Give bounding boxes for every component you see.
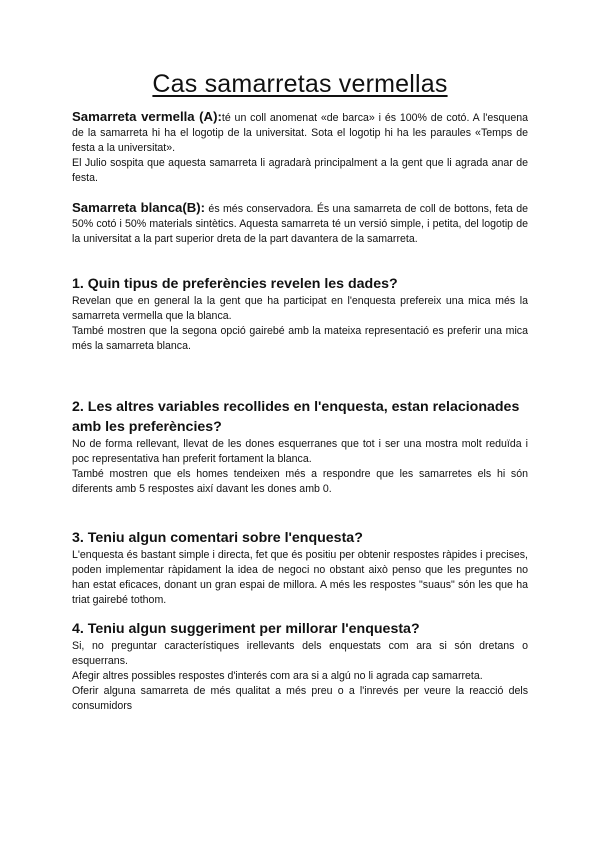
question-3-section: [72, 529, 528, 608]
question-1-answer-2: També mostren que la segona opció gairebé amb la mateixa representació es preferir una mica més la samarreta blanca.: [72, 325, 528, 352]
question-1-section: [72, 275, 528, 354]
document-page: [72, 70, 528, 714]
question-4-answer-1: Si, no preguntar característiques irellevants dels enquestats com ara si són dretans o esquerrans.: [72, 640, 528, 667]
question-4-answer-3: Oferir alguna samarreta de més qualitat a més preu o a l'inrevés per veure la reacció dels consumidors: [72, 685, 528, 712]
question-2-section: [72, 397, 528, 497]
shirt-a-description: [72, 109, 528, 156]
shirt-b-description: [72, 200, 528, 247]
shirt-a-lead: Samarreta vermella (A):: [72, 109, 222, 124]
question-3-heading: 3. Teniu algun comentari sobre l'enquesta?: [72, 530, 363, 546]
shirt-a-text: té un coll anomenat «de barca» i és 100% de cotó. A l'esquena de la samarreta hi ha el logotip de la universitat. Sota el logotip hi ha les paraules «Temps de festa a la universitat».: [72, 112, 528, 154]
shirt-b-text: és més conservadora. És una samarreta de coll de bottons, feta de 50% cotó i 50% materials sintètics. Aquesta samarreta té un versió simple, i petita, del logotip de la universitat a la part superior dreta de la part davantera de la samarreta.: [72, 203, 528, 245]
shirt-a-note: El Julio sospita que aquesta samarreta li agradarà principalment a la gent que li agrada anar de festa.: [72, 157, 528, 184]
question-2-heading: 2. Les altres variables recollides en l'enquesta, estan relacionades amb les preferències?: [72, 399, 520, 435]
shirt-b-lead: Samarreta blanca(B):: [72, 200, 206, 215]
question-2-answer-1: No de forma rellevant, llevat de les dones esquerranes que tot i ser una mostra molt reduïda i poc representativa han preferit fortament la blanca.: [72, 438, 528, 465]
question-4-heading: 4. Teniu algun suggeriment per millorar l'enquesta?: [72, 621, 420, 637]
question-4-section: [72, 620, 528, 714]
question-1-answer-1: Revelan que en general la la gent que ha participat en l'enquesta prefereix una mica més la samarreta vermella que la blanca.: [72, 295, 528, 322]
question-3-answer-1: L'enquesta és bastant simple i directa, fet que és positiu per obtenir respostes ràpides i precises, poden implementar ràpidament la idea de negoci no obstant això penso que les preguntes no han estat eficaces, donant un gran espai de millora. A més les respostes "suaus" són les que ha triat gairebé tothom.: [72, 549, 528, 606]
question-2-answer-2: També mostren que els homes tendeixen més a respondre que les samarretes els hi són diferents amb 5 respostes així davant les dones amb 0.: [72, 468, 528, 495]
shirt-b-section: [72, 200, 528, 247]
shirt-a-section: [72, 109, 528, 186]
question-1-heading: 1. Quin tipus de preferències revelen les dades?: [72, 276, 398, 292]
document-title: Cas samarretas vermellas: [152, 70, 448, 98]
question-4-answer-2: Afegir altres possibles respostes d'interés com ara si a algú no li agrada cap samarreta.: [72, 670, 483, 682]
